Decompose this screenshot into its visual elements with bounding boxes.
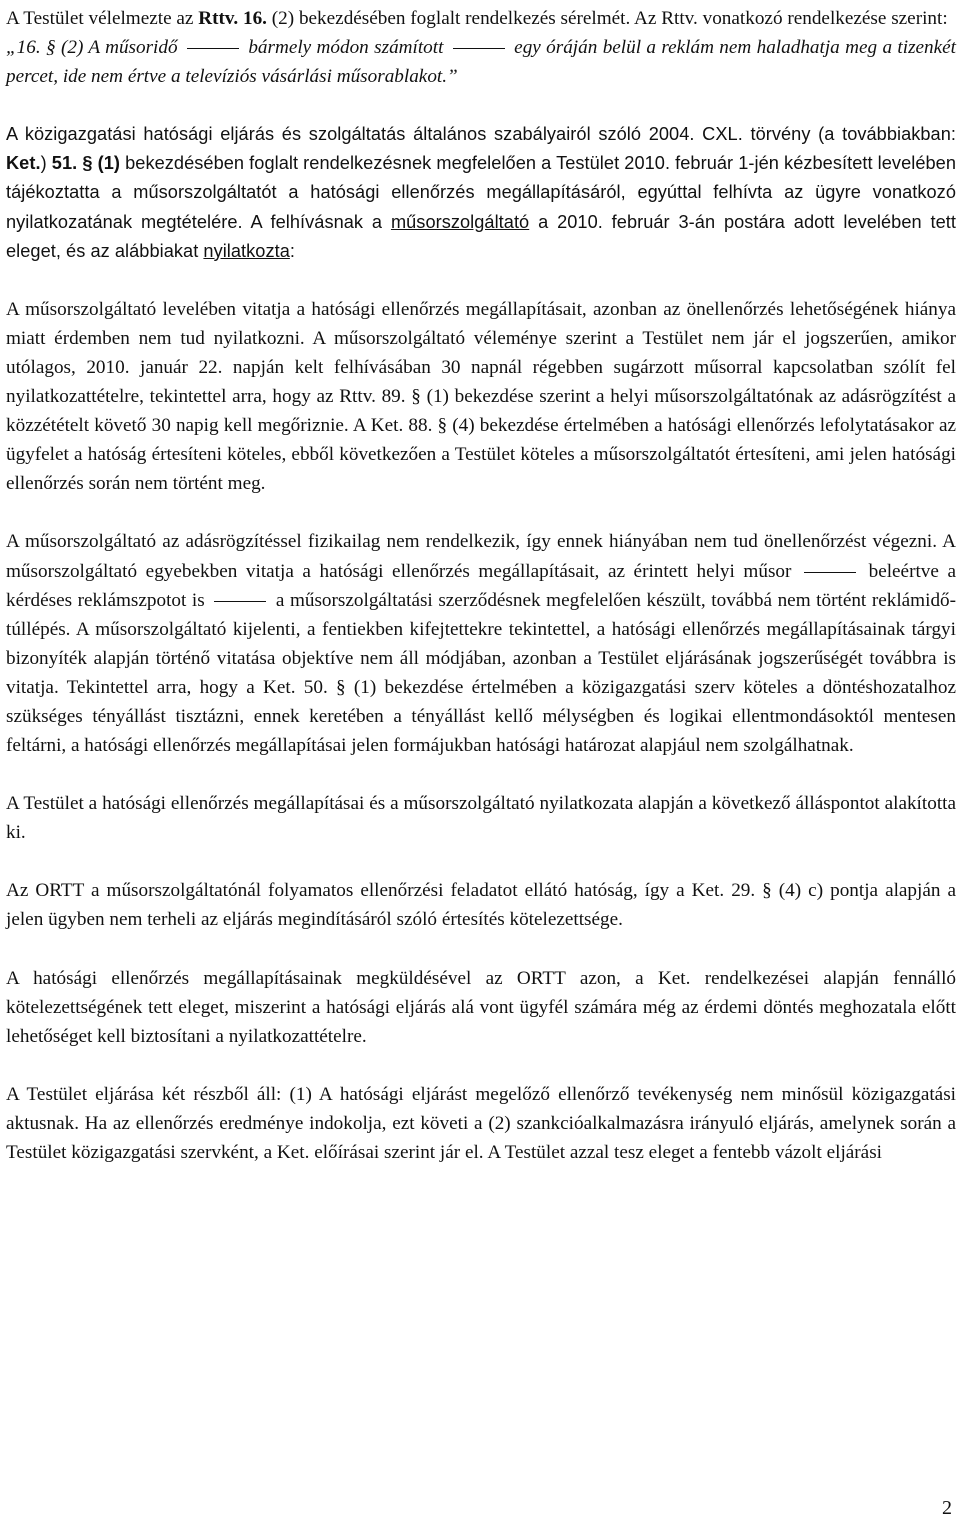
page-number: 2 [942,1497,952,1519]
paragraph-provider-position: A műsorszolgáltató az adásrögzítéssel fizikailag nem rendelkezik, így ennek hiányában nem tud önellenőrzést végezni. A műsorszolgáltató egyebekben vitatja a hatósági ellenőrzés megállapításait, az érintett helyi műsor beleértve a kérdéses reklámszpotot is a műsorszolgáltatási szerződésnek megfelelően készült, továbbá nem történt reklámidő-túllépés. A műsorszolgáltató kijelenti, a fentiekben kifejtettekre tekintettel, a hatósági ellenőrzés megállapításainak tárgyi bizonyíték alapján történő vitatása objektíve nem áll módjában, azonban a Testület eljárásának jogszerűségét továbbra is vitatja. Tekintettel arra, hogy a Ket. 50. § (1) bekezdése értelmében a közigazgatási szerv köteles a döntéshozatalhoz szükséges tényállást tisztázni, ennek keretében a tényállást kellő mélységben és logikai ellentmondásoktól mentesen feltárni, a hatósági ellenőrzés megállapításai jelen formájukban hatósági határozat alapjául nem szolgálhatnak. [6,531,957,757]
em-dash [804,572,856,573]
em-dash [214,601,266,602]
paragraph-findings-sent: A hatósági ellenőrzés megállapításainak megküldésével az ORTT azon, a Ket. rendelkezései alapján fennálló kötelezettségének tett eleget, miszerint a hatósági eljárás alá vont ügyfél számára még az érdemi döntés meghozatala előtt lehetőséget kell biztosítani a nyilatkozattételre. [6,967,956,1047]
paragraph-provider-letter: A műsorszolgáltató levelében vitatja a hatósági ellenőrzés megállapításait, azonban az önellenőrzés lehetőségének hiánya miatt érdemben nem tud nyilatkozni. A műsorszolgáltató véleménye szerint a Testület nem jár el jogszerűen, amikor utólagos, 2010. január 22. napján kelt felhívásában 30 napnál régebben sugárzott műsorral kapcsolatban szólít fel nyilatkozattételre, tekintettel arra, hogy az Rttv. 89. § (1) bekezdése szerint a helyi műsorszolgáltatónak az adásrögzítést a közzétételt követő 30 napig kell megőriznie. A Ket. 88. § (4) bekezdése értelmében a hatósági ellenőrzés lefolytatásakor az ügyfelet a hatóság értesíteni köteles, ebből következően a Testület köteles a műsorszolgáltatót értesíteni, ami jelen hatósági ellenőrzés során nem történt meg. [6,298,956,495]
em-dash [453,48,505,49]
paragraph-board-position: A Testület a hatósági ellenőrzés megállapításai és a műsorszolgáltató nyilatkozata alapján a következő álláspontot alakította ki. [6,793,956,844]
document-page [6,4,956,1167]
paragraph-procedure-parts: A Testület eljárása két részből áll: (1) A hatósági eljárást megelőző ellenőrző tevékenység nem minősül közigazgatási aktusnak. Ha az ellenőrzés eredménye indokolja, ezt követi a (2) szankcióalkalmazásra irányuló eljárás, amelynek során a Testület közigazgatási szervként, a Ket. előírásai szerint jár el. A Testület azzal tesz eleget a fentebb vázolt eljárási [6,1083,956,1163]
paragraph-quote: „16. § (2) A műsoridő bármely módon számított egy óráján belül a reklám nem haladhatja meg a tizenkét percet, ide nem értve a televíziós vásárlási műsorablakot.” [6,37,957,88]
paragraph-ket-notice: A közigazgatási hatósági eljárás és szolgáltatás általános szabályairól szóló 2004. CXL. törvény (a továbbiakban: Ket.) 51. § (1) bekezdésében foglalt rendelkezésnek megfelelően a Testület 2010. február 1-jén kézbesített levelében tájékoztatta a műsorszolgáltatót a hatósági ellenőrzés megállapításáról, egyúttal felhívta az ügyre vonatkozó nyilatkozatának megtételére. A felhívásnak a műsorszolgáltató a 2010. február 3-án postára adott levelében tett eleget, és az alábbiakat nyilatkozta: [6,124,956,261]
paragraph-ortt-authority: Az ORTT a műsorszolgáltatónál folyamatos ellenőrzési feladatot ellátó hatóság, így a Ket. 29. § (4) c) pontja alapján a jelen ügyben nem terheli az eljárás megindításáról szóló értesítés kötelezettsége. [6,880,956,931]
em-dash [187,48,239,49]
paragraph-intro: A Testület vélelmezte az Rttv. 16. (2) bekezdésében foglalt rendelkezés sérelmét. Az Rttv. vonatkozó rendelkezése szerint: [6,8,948,29]
